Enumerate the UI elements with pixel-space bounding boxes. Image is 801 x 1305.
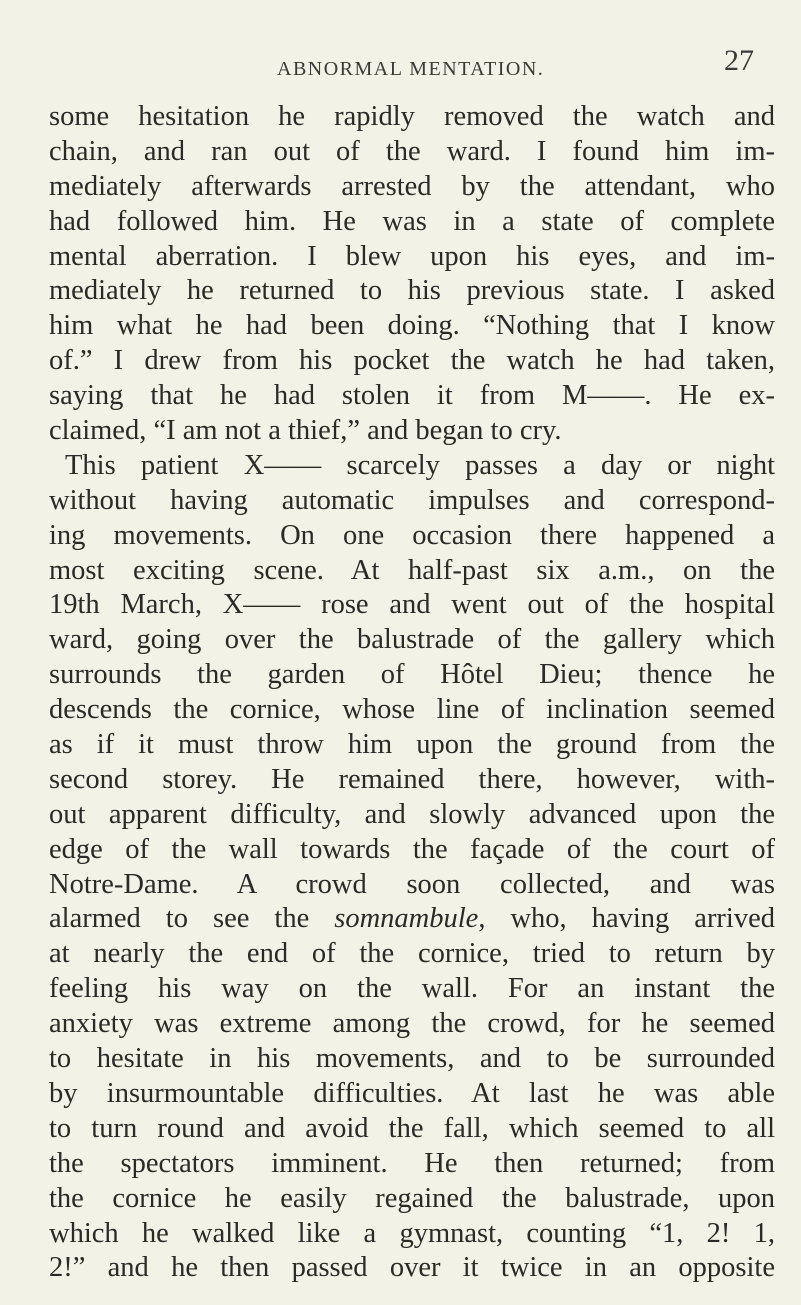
running-head: ABNORMAL MENTATION. — [277, 58, 545, 80]
text-line: most exciting scene. At half-past six a.m., on the — [49, 554, 775, 586]
page-number: 27 — [724, 44, 754, 77]
text-line: of.” I drew from his pocket the watch he had taken, — [49, 345, 775, 377]
text-line: alarmed to see the somnambule, who, having arrived — [49, 903, 775, 935]
text-line: ward, going over the balustrade of the gallery which — [49, 624, 775, 656]
text-line: mental aberration. I blew upon his eyes, and im- — [49, 240, 775, 272]
text-line: by insurmountable difficulties. At last he was able — [49, 1077, 775, 1109]
text-line: had followed him. He was in a state of complete — [49, 205, 775, 237]
text-line: at nearly the end of the cornice, tried to return by — [49, 938, 775, 970]
text-line: to hesitate in his movements, and to be surrounded — [49, 1043, 775, 1075]
text-line: him what he had been doing. “Nothing that I know — [49, 310, 775, 342]
text-line: descends the cornice, whose line of inclination seemed — [49, 694, 775, 726]
text-line: Notre-Dame. A crowd soon collected, and was — [49, 868, 775, 900]
text-line: surrounds the garden of Hôtel Dieu; thence he — [49, 659, 775, 691]
text-line: 2!” and he then passed over it twice in an opposite — [49, 1252, 775, 1284]
body-text — [49, 100, 775, 1286]
text-line: the cornice he easily regained the balustrade, upon — [49, 1182, 775, 1214]
text-line: second storey. He remained there, however, with- — [49, 763, 775, 795]
text-line: chain, and ran out of the ward. I found him im- — [49, 135, 775, 167]
text-line: edge of the wall towards the façade of the court of — [49, 833, 775, 865]
text-line: feeling his way on the wall. For an instant the — [49, 973, 775, 1005]
text-line: anxiety was extreme among the crowd, for he seemed — [49, 1008, 775, 1040]
text-line: mediately afterwards arrested by the attendant, who — [49, 170, 775, 202]
paragraph-end-line: claimed, “I am not a thief,” and began to cry. — [49, 415, 562, 447]
text-line: without having automatic impulses and correspond- — [49, 484, 775, 516]
text-line: some hesitation he rapidly removed the watch and — [49, 101, 775, 132]
paragraph-start-line: This patient X—— scarcely passes a day or night — [65, 449, 775, 481]
text-line: to turn round and avoid the fall, which seemed to all — [49, 1112, 775, 1144]
text-line: the spectators imminent. He then returned; from — [49, 1147, 775, 1179]
text-line: as if it must throw him upon the ground from the — [49, 729, 775, 761]
text-line: saying that he had stolen it from M——. He ex- — [49, 380, 775, 412]
text-line: ing movements. On one occasion there happened a — [49, 519, 775, 551]
text-line: 19th March, X—— rose and went out of the hospital — [49, 589, 775, 621]
text-line: mediately he returned to his previous state. I asked — [49, 275, 775, 307]
text-line: out apparent difficulty, and slowly advanced upon the — [49, 798, 775, 830]
text-line: which he walked like a gymnast, counting “1, 2! 1, — [49, 1217, 775, 1249]
